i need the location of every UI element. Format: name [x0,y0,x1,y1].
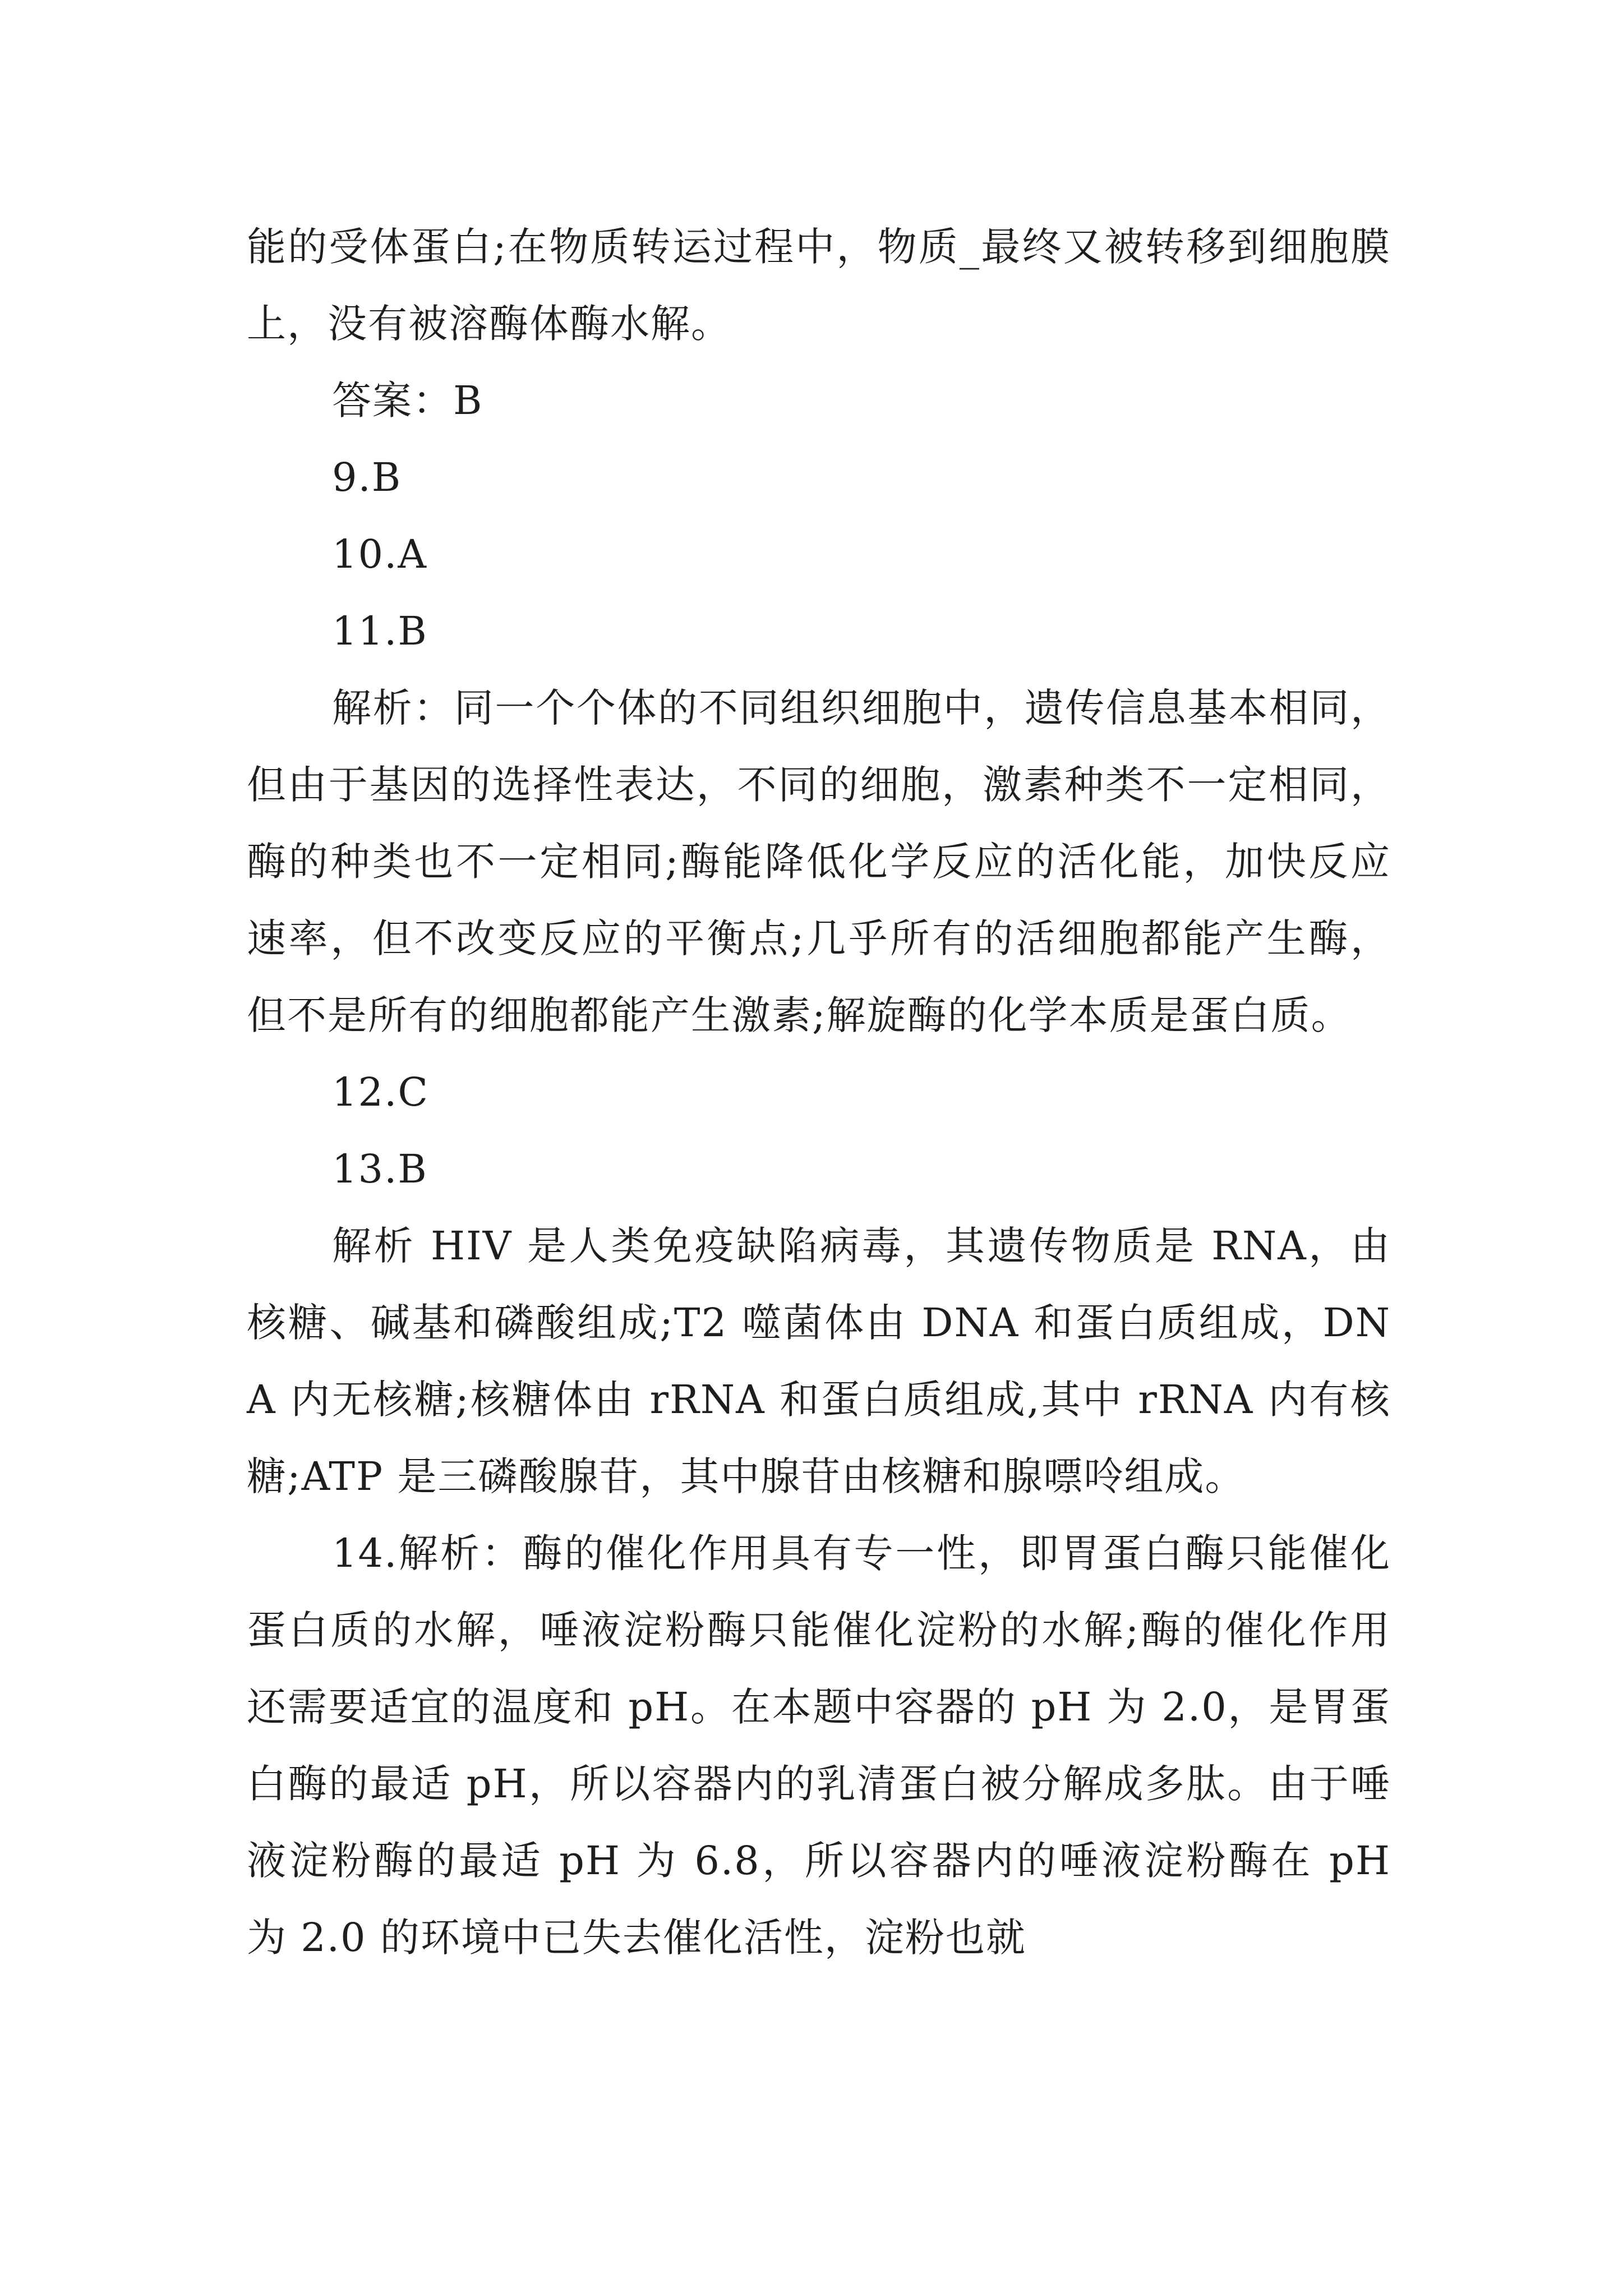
paragraph-continuation: 能的受体蛋白;在物质转运过程中，物质_最终又被转移到细胞膜上，没有被溶酶体酶水解。 [247,224,1391,347]
document-page [247,209,1391,1976]
answer-13: 13.B [332,1146,428,1192]
answer-line: 答案：B [332,378,483,424]
answer-9: 9.B [332,454,402,500]
answer-10: 10.A [332,531,427,577]
explanation-11: 解析：同一个个体的不同组织细胞中，遗传信息基本相同，但由于基因的选择性表达，不同的细胞，激素种类不一定相同，酶的种类也不一定相同;酶能降低化学反应的活化能，加快反应速率，但不改变反应的平衡点;几乎所有的活细胞都能产生酶，但不是所有的细胞都能产生激素;解旋酶的化学本质是蛋白质。 [247,685,1391,1038]
answer-12: 12.C [332,1069,429,1115]
explanation-13: 解析 HIV 是人类免疫缺陷病毒，其遗传物质是 RNA，由核糖、碱基和磷酸组成;T2 噬菌体由 DNA 和蛋白质组成，DNA 内无核糖;核糖体由 rRNA 和蛋白质组成,其中 rRNA 内有核糖;ATP 是三磷酸腺苷，其中腺苷由核糖和腺嘌呤组成。 [247,1223,1391,1499]
answer-11: 11.B [332,608,428,654]
explanation-14: 14.解析：酶的催化作用具有专一性，即胃蛋白酶只能催化蛋白质的水解，唾液淀粉酶只能催化淀粉的水解;酶的催化作用还需要适宜的温度和 pH。在本题中容器的 pH 为 2.0，是胃蛋白酶的最适 pH，所以容器内的乳清蛋白被分解成多肽。由于唾液淀粉酶的最适 pH 为 6.8，所以容器内的唾液淀粉酶在 pH 为 2.0 的环境中已失去催化活性，淀粉也就 [247,1530,1391,1961]
